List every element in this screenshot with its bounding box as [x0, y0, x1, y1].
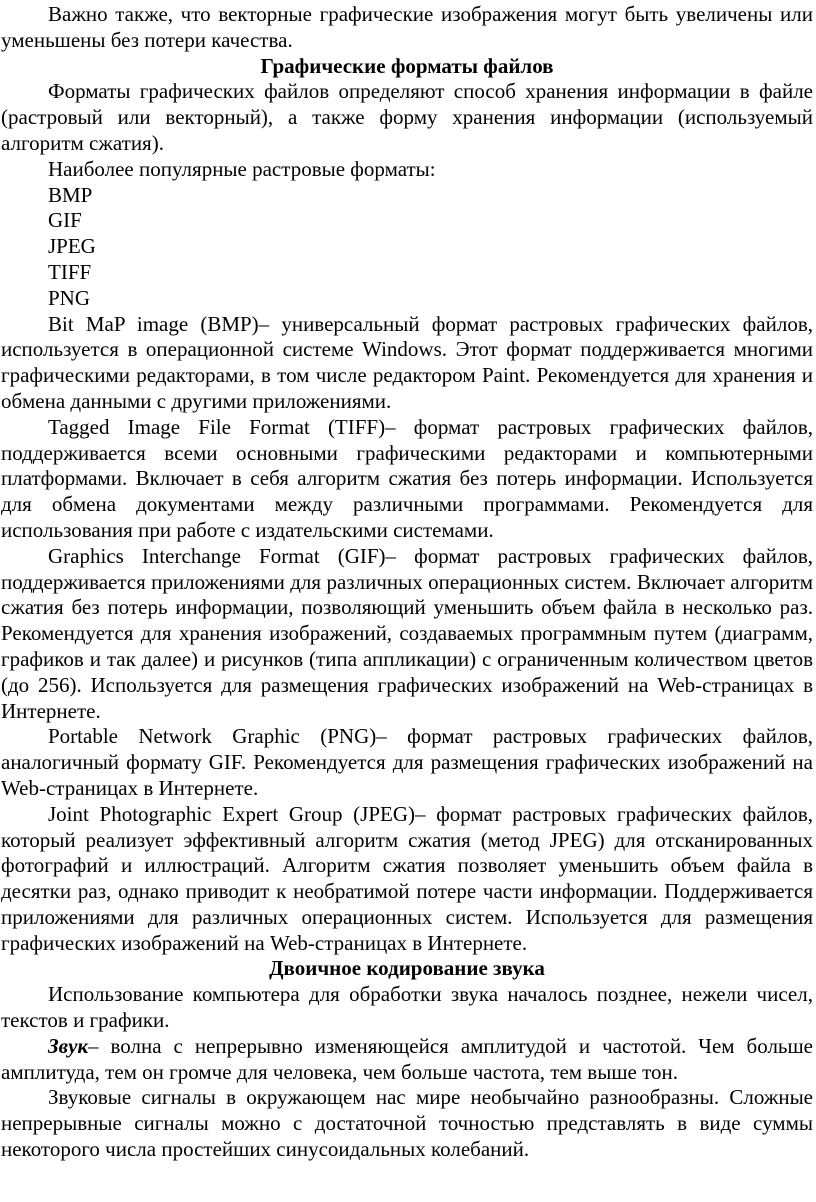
format-list: [1, 183, 813, 312]
paragraph-formats-description: Форматы графических файлов определяют способ хранения информации в файле (растровый или векторный), а также форму хранения информации (используемый алгоритм сжатия).: [1, 79, 813, 155]
paragraph-png: Portable Network Graphic (PNG)– формат растровых графических файлов, аналогичный формату GIF. Рекомендуется для размещения графических изображений на Web-страницах в Интернете.: [1, 724, 813, 800]
paragraph-jpeg: Joint Photographic Expert Group (JPEG)– формат растровых графических файлов, который реализует эффективный алгоритм сжатия (метод JPEG) для отсканированных фотографий и иллюстраций. Алгоритм сжатия позволяет уменьшить объем файла в десятки раз, однако приводит к необратимой потере части информации. Поддерживается приложениями для различных операционных систем. Используется для размещения графических изображений на Web-страницах в Интернете.: [1, 801, 813, 955]
paragraph-gif: Graphics Interchange Format (GIF)– формат растровых графических файлов, поддерживается приложениями для различных операционных систем. Включает алгоритм сжатия без потерь информации, позволяющий уменьшить объем файла в несколько раз. Рекомендуется для хранения изображений, создаваемых программным путем (диаграмм, графиков и так далее) и рисунков (типа аппликации) с ограниченным количеством цветов (до 256). Используется для размещения графических изображений на Web-страницах в Интернете.: [1, 543, 813, 723]
paragraph-sound-intro: Использование компьютера для обработки звука началось позднее, нежели чисел, текстов и графики.: [1, 982, 813, 1033]
paragraph-popular-formats: Наиболее популярные растровые форматы:: [48, 156, 436, 181]
paragraph-tiff: Tagged Image File Format (TIFF)– формат растровых графических файлов, поддерживается всеми основными графическими редакторами и компьютерными платформами. Включает в себя алгоритм сжатия без потерь информации. Используется для обмена документами между различными программами. Рекомендуется для использования при работе с издательскими системами.: [1, 414, 813, 542]
heading-graphic-formats: Графические форматы файлов: [260, 53, 554, 78]
list-item-gif: GIF: [48, 208, 82, 233]
list-item-tiff: TIFF: [48, 259, 92, 284]
paragraph-vector-scaling: Важно также, что векторные графические изображения могут быть увеличены или уменьшены без потери качества.: [1, 2, 813, 52]
term-sound: Звук: [48, 1033, 89, 1058]
sound-definition-text: – волна с непрерывно изменяющейся амплитудой и частотой. Чем больше амплитуда, тем он громче для человека, чем больше частота, тем выше тон.: [1, 1033, 813, 1084]
list-item-bmp: BMP: [48, 182, 93, 207]
list-item-jpeg: JPEG: [48, 234, 96, 259]
paragraph-sound-definition: [1, 1034, 813, 1086]
paragraph-bmp: Bit MaP image (BMP)– универсальный формат растровых графических файлов, используется в операционной системе Windows. Этот формат поддерживается многими графическими редакторами, в том числе редактором Paint. Рекомендуется для хранения и обмена данными с другими приложениями.: [1, 311, 813, 413]
heading-binary-sound: Двоичное кодирование звука: [269, 956, 545, 981]
list-item-png: PNG: [48, 285, 91, 310]
document-body: [1, 2, 813, 1163]
paragraph-sound-signals: Звуковые сигналы в окружающем нас мире необычайно разнообразны. Сложные непрерывные сигналы можно с достаточной точностью представлять в виде суммы некоторого числа простейших синусоидальных колебаний.: [1, 1085, 813, 1162]
